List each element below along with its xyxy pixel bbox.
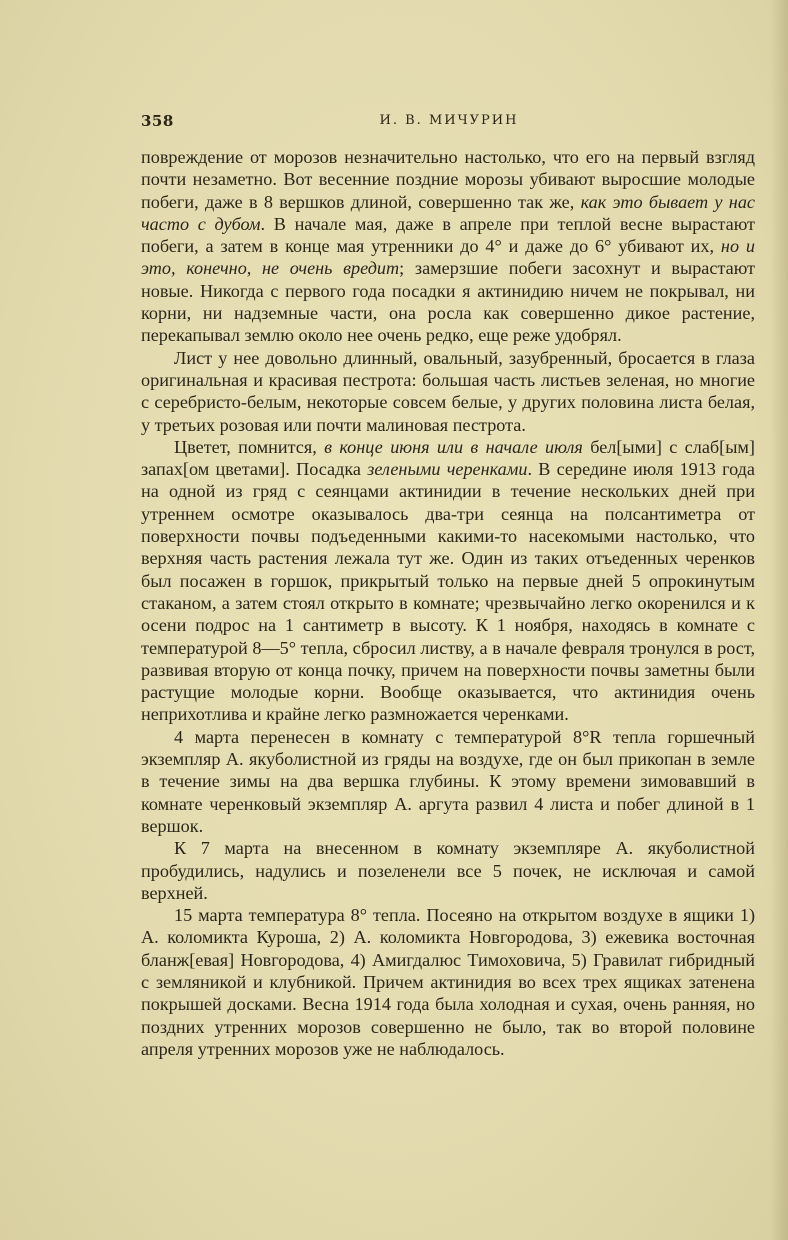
paragraph bbox=[141, 904, 755, 1060]
italic-text: как это бывает у нас часто с дубом bbox=[141, 191, 755, 234]
page-edge-shadow bbox=[770, 0, 788, 1240]
page-header bbox=[141, 112, 757, 134]
text-run: 4 марта перенесен в комнату с температурой 8°R тепла горшечный экземпляр А. якуболистной из гряды на воздухе, где он был прикопан в земле в течение зимы на два вершка глубины. К этому времени зимовавший в комнате черенковый экземпляр А. аргута развил 4 листа и побег длиной в 1 вершок. bbox=[141, 726, 755, 836]
italic-text: зелеными черенками bbox=[367, 459, 528, 480]
paragraph bbox=[141, 347, 755, 436]
text-run: ; замерзшие побеги засохнут и вырастают новые. Никогда с первого года посадки я актинидию ничем не покрывал, ни корни, ни надземные части, она росла как совершенно дикое растение, перекапывал землю около нее очень редко, еще реже удобрял. bbox=[141, 258, 755, 346]
text-run: К 7 марта на внесенном в комнату экземпляре А. якуболистной пробудились, надулись и позеленели все 5 почек, не исключая и самой верхней. bbox=[141, 838, 755, 903]
body-text bbox=[141, 146, 755, 1060]
text-run: Лист у нее довольно длинный, овальный, зазубренный, бросается в глаза оригинальная и красивая пестрота: большая часть листьев зеленая, но многие с серебристо-белым, некоторые совсем белые, у других половина листа белая, у третьих розовая или почти малиновая пестрота. bbox=[141, 347, 755, 435]
text-run: повреждение от морозов незначительно настолько, что его на первый взгляд почти незаметно. Вот весенние поздние морозы убивают выросшие молодые побеги, даже в 8 вершков длиной, совершенно так же, bbox=[141, 147, 755, 212]
text-run: Цветет, помнится, bbox=[174, 436, 325, 457]
italic-text: в конце июня или в начале июля bbox=[324, 436, 583, 457]
paragraph bbox=[141, 436, 755, 726]
running-title: И. В. МИЧУРИН bbox=[379, 113, 519, 128]
text-run: . В середине июля 1913 года на одной из гряд с сеянцами актинидии в течение нескольких дней при утреннем осмотре оказывалось два-три сеянца на полсантиметра от поверхности почвы подъеденными какими-то насекомыми настолько, что верхняя часть растения лежала тут же. Один из таких отъеденных черенков был посажен в горшок, прикрытый только на первые дней 5 опрокинутым стаканом, а затем стоял открыто в комнате; чрезвычайно легко окоренился и к осени подрос на 1 сантиметр в высоту. К 1 ноября, находясь в комнате с температурой 8—5° тепла, сбросил листву, а в начале февраля тронулся в рост, развивая вторую от конца почку, причем на поверхности почвы заметны были растущие молодые корни. Вообще оказывается, что актинидия очень неприхотлива и крайне легко размножается черенками. bbox=[141, 459, 755, 725]
page-number: 358 bbox=[141, 112, 174, 130]
paragraph bbox=[141, 726, 755, 837]
text-run: . В начале мая, даже в апреле при теплой весне вырастают побеги, а затем в конце мая утренники до 4° и даже до 6° убивают их, bbox=[141, 213, 756, 257]
text-run: 15 марта температура 8° тепла. Посеяно на открытом воздухе в ящики 1) А. коломикта Куроша, 2) А. коломикта Новгородова, 3) ежевика восточная бланж[евая] Новгородова, 4) Амигдалюс Тимоховича, 5) Гравилат гибридный с земляникой и клубникой. Причем актинидия во всех трех ящиках затенена покрышей досками. Весна 1914 года была холодная и сухая, очень ранняя, но поздних утренних морозов совершенно не было, так во второй половине апреля утренних морозов уже не наблюдалось. bbox=[141, 905, 755, 1059]
paragraph bbox=[141, 146, 755, 347]
text-run: бел[ыми] с слаб[ым] запах[ом цветами]. Посадка bbox=[141, 436, 755, 480]
paragraph bbox=[141, 837, 755, 904]
italic-text: но и это, конечно, не очень вредит bbox=[141, 236, 755, 279]
